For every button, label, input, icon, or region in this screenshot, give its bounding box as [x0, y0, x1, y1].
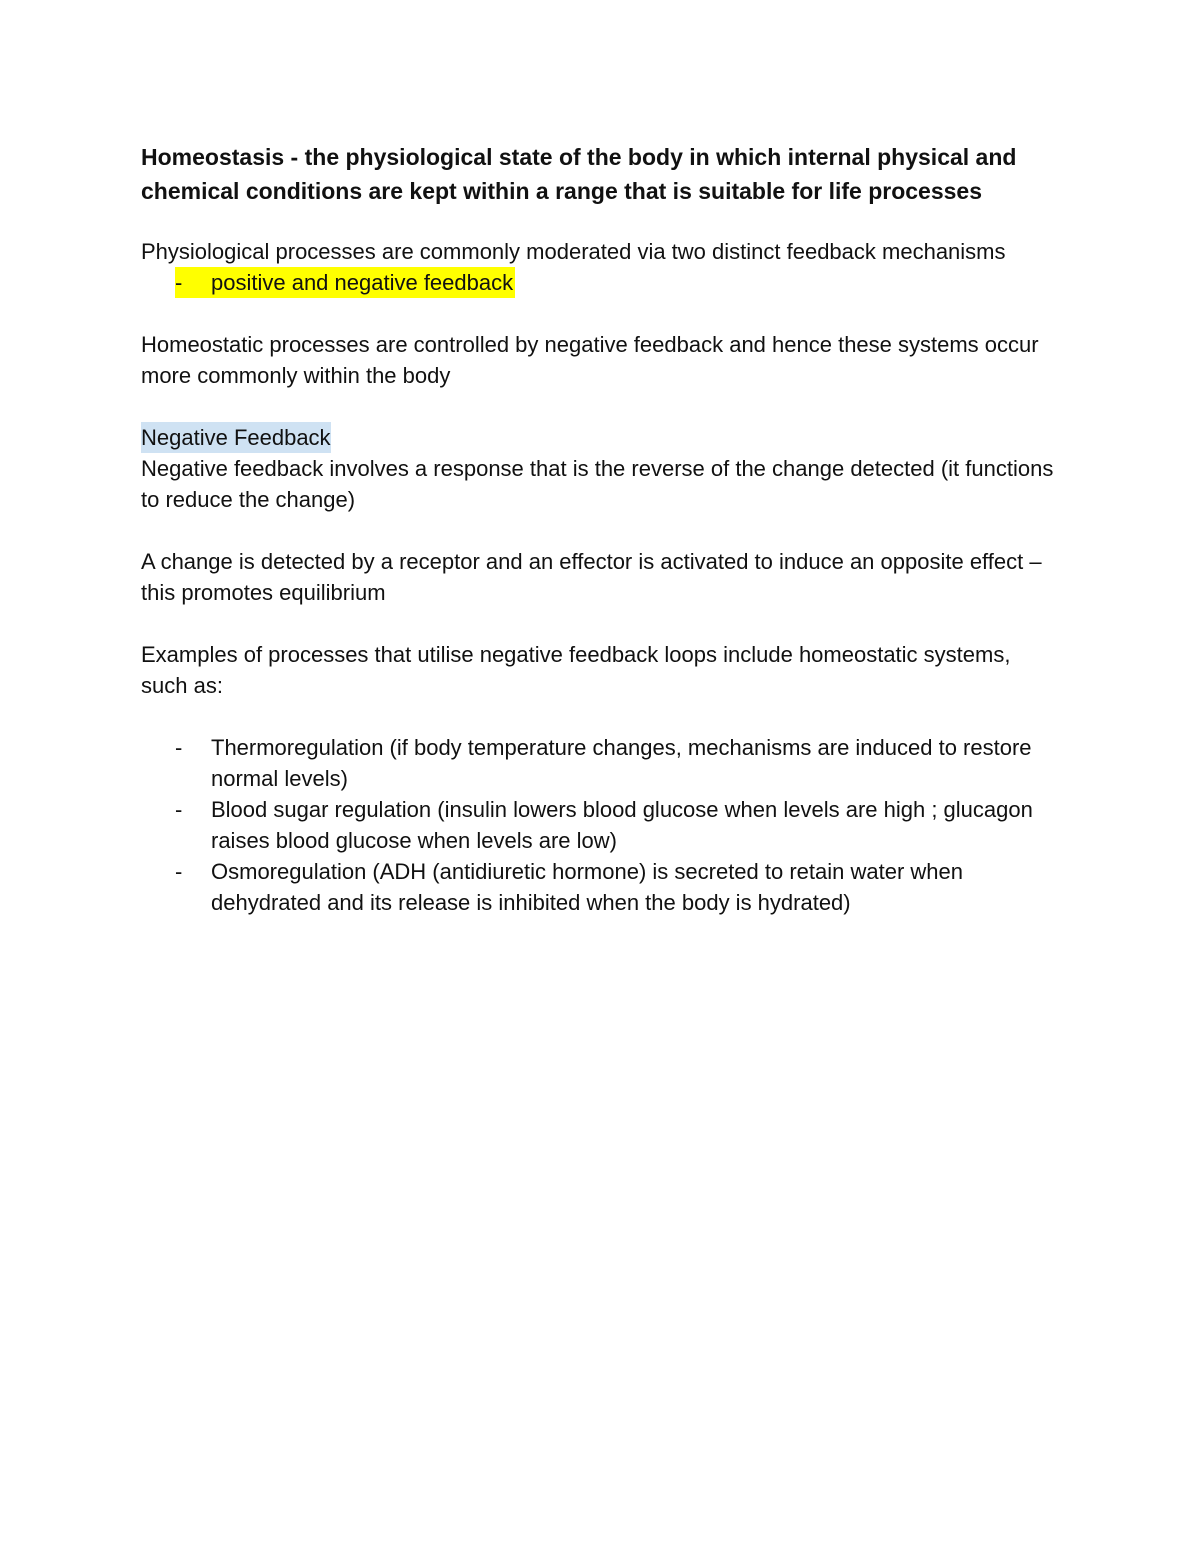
list-dash: -: [175, 797, 183, 822]
paragraph-examples-intro: Examples of processes that utilise negative feedback loops include homeostatic systems, such as:: [141, 642, 1011, 698]
examples-list: [141, 732, 1061, 918]
paragraph-feedback-mechanisms: Physiological processes are commonly moderated via two distinct feedback mechanisms: [141, 239, 1006, 264]
list-item-text: positive and negative feedback: [211, 270, 514, 295]
spacer: [141, 608, 1061, 639]
paragraph-negative-feedback-definition: Negative feedback involves a response that is the reverse of the change detected (it functions to reduce the change): [141, 456, 1054, 512]
section-title: [141, 422, 1061, 453]
spacer: [141, 298, 1061, 329]
spacer: [141, 701, 1061, 732]
paragraph-homeostatic-processes: Homeostatic processes are controlled by negative feedback and hence these systems occur more commonly within the body: [141, 332, 1039, 388]
yellow-highlight: [175, 267, 515, 298]
spacer: [141, 391, 1061, 422]
heading-term: Homeostasis: [141, 144, 285, 170]
list-item-text: Blood sugar regulation (insulin lowers blood glucose when levels are high ; glucagon raises blood glucose when levels are low): [211, 797, 1033, 853]
spacer: [141, 515, 1061, 546]
highlighted-list-item: [141, 267, 1061, 298]
heading-definition: - the physiological state of the body in which internal physical and chemical conditions are kept within a range that is suitable for life processes: [141, 144, 1017, 204]
list-item: [141, 732, 1061, 794]
list-dash: -: [175, 735, 183, 760]
definition-heading: [141, 140, 1061, 208]
list-dash: -: [175, 270, 183, 295]
list-item: [141, 794, 1061, 856]
section-title-highlight: Negative Feedback: [141, 422, 331, 453]
list-dash: -: [175, 859, 183, 884]
paragraph-receptor-effector: A change is detected by a receptor and an effector is activated to induce an opposite effect – this promotes equilibrium: [141, 549, 1042, 605]
list-item-text: Osmoregulation (ADH (antidiuretic hormone) is secreted to retain water when dehydrated and its release is inhibited when the body is hydrated): [211, 859, 963, 915]
document-page: [141, 140, 1061, 918]
list-item-text: Thermoregulation (if body temperature changes, mechanisms are induced to restore normal levels): [211, 735, 1032, 791]
list-item: [141, 856, 1061, 918]
